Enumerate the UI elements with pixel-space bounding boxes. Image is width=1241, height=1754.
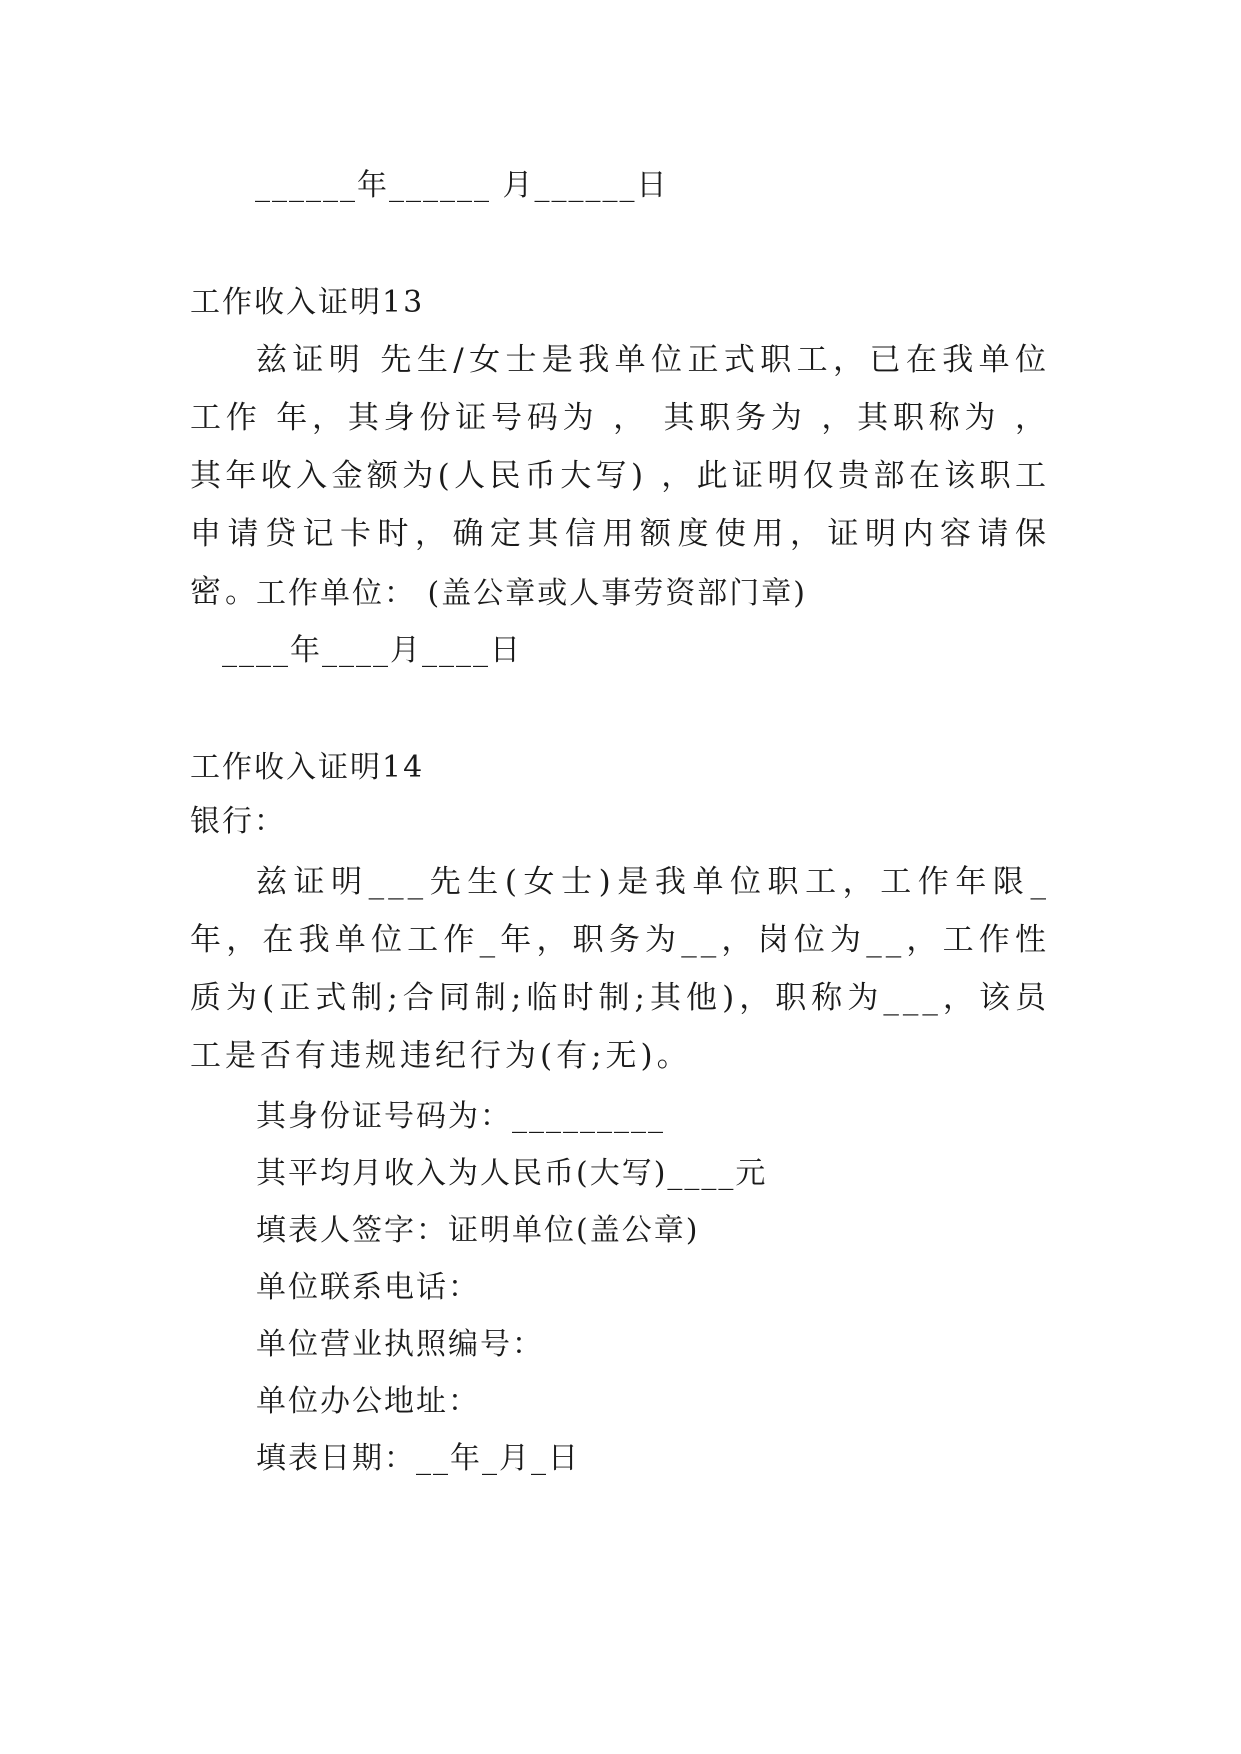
section-13-work-unit: 工作单位： (盖公章或人事劳资部门章): [256, 576, 807, 611]
section-14-phone: 单位联系电话：: [256, 1270, 480, 1305]
section-14-license: 单位营业执照编号：: [256, 1327, 544, 1362]
section-14-signer: 填表人签字：证明单位(盖公章): [256, 1213, 700, 1248]
section-14-title: 工作收入证明14: [190, 750, 425, 785]
top-date-line: ______年______ 月______日: [255, 168, 669, 203]
section-14-paragraph: 兹证明___先生(女士)是我单位职工，工作年限_年，在我单位工作_年，职务为__，岗位为__，工作性质为(正式制;合同制;临时制;其他)，职称为___，该员工是否有违规违纪行为(有;无)。: [190, 864, 1050, 1074]
section-14-fill-date: 填表日期：__年_月_日: [256, 1441, 580, 1476]
section-14-monthly-income: 其平均月收入为人民币(大写)____元: [256, 1156, 768, 1191]
section-13-date-line: ____年____月____日: [222, 633, 522, 668]
section-14-id-number: 其身份证号码为：_________: [256, 1099, 665, 1134]
section-13-paragraph: 兹证明 先生/女士是我单位正式职工，已在我单位工作 年，其身份证号码为 ， 其职务为 ，其职称为 ，其年收入金额为(人民币大写) ，此证明仅贵部在该职工申请贷记卡时，确定其信用额度使用，证明内容请保密。: [190, 342, 1050, 610]
section-14-address: 单位办公地址：: [256, 1384, 480, 1419]
section-13-title: 工作收入证明13: [190, 285, 425, 320]
section-14-salutation: 银行：: [190, 804, 286, 839]
